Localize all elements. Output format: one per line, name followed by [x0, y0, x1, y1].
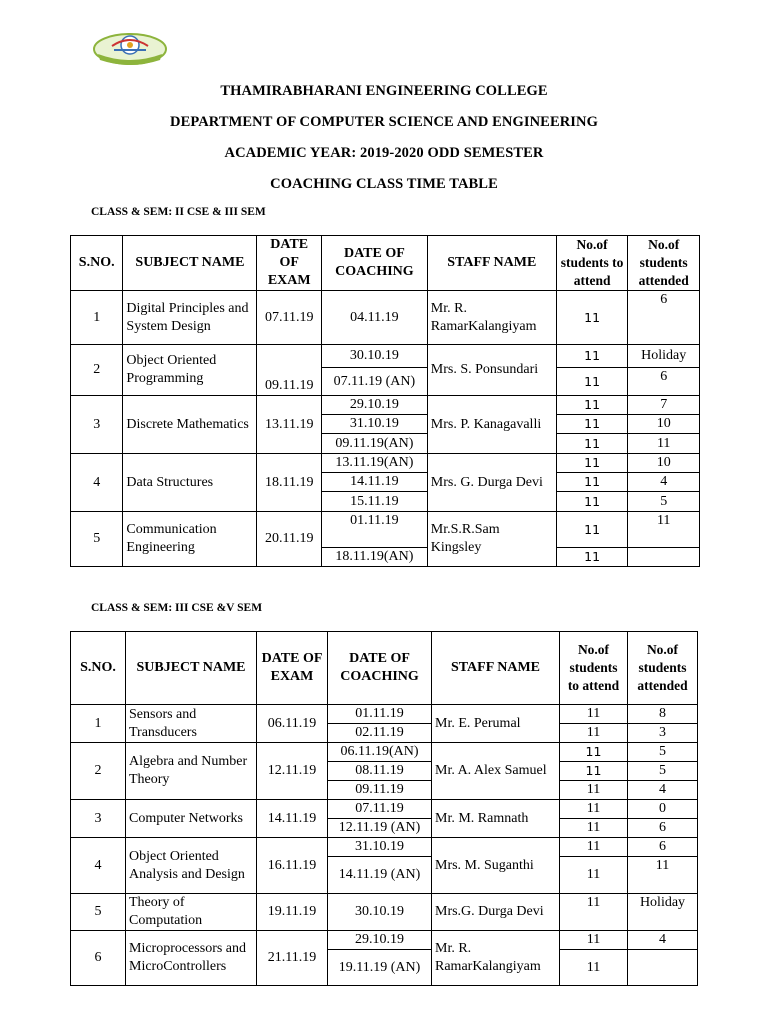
table-row [71, 705, 698, 724]
subject-cell: Digital Principles and System Design [123, 291, 257, 345]
subject-cell: Computer Networks [126, 800, 257, 838]
table-row [71, 743, 698, 762]
coaching-date-cell: 12.11.19 (AN) [328, 819, 432, 838]
sno-cell: 4 [71, 454, 123, 512]
to-attend-cell: 11 [556, 512, 628, 548]
table-row [71, 931, 698, 950]
to-attend-cell: 11 [560, 857, 628, 894]
table-header-row [71, 236, 700, 291]
header-exam: DATE OF EXAM [257, 236, 322, 291]
attended-cell [628, 548, 700, 567]
to-attend-cell: 11 [560, 743, 628, 762]
exam-date-cell: 06.11.19 [257, 705, 328, 743]
staff-cell: Mrs. S. Ponsundari [427, 345, 556, 396]
coaching-date-cell: 29.10.19 [321, 396, 427, 415]
staff-cell: Mr.S.R.Sam Kingsley [427, 512, 556, 567]
to-attend-cell: 11 [560, 781, 628, 800]
to-attend-cell: 11 [560, 705, 628, 724]
exam-date-cell: 14.11.19 [257, 800, 328, 838]
sno-cell: 1 [71, 705, 126, 743]
staff-cell: Mr. R. RamarKalangiyam [432, 931, 560, 986]
table-header-row [71, 632, 698, 705]
coaching-date-cell: 18.11.19(AN) [321, 548, 427, 567]
exam-date-cell: 16.11.19 [257, 838, 328, 894]
coaching-date-cell: 09.11.19(AN) [321, 434, 427, 454]
staff-cell: Mrs. G. Durga Devi [427, 454, 556, 512]
coaching-date-cell: 19.11.19 (AN) [328, 950, 432, 986]
sno-cell: 3 [71, 396, 123, 454]
attended-cell: 6 [628, 819, 698, 838]
academic-year: ACADEMIC YEAR: 2019-2020 ODD SEMESTER [224, 145, 544, 161]
to-attend-cell: 11 [556, 434, 628, 454]
table-row [71, 291, 700, 345]
coaching-date-cell: 14.11.19 [321, 473, 427, 492]
sno-cell: 5 [71, 894, 126, 931]
subject-cell: Object Oriented Analysis and Design [126, 838, 257, 894]
sno-cell: 2 [71, 345, 123, 396]
exam-date-cell: 20.11.19 [257, 512, 322, 567]
attended-cell [628, 950, 698, 986]
timetable-ii-cse [70, 235, 700, 567]
to-attend-cell: 11 [560, 950, 628, 986]
coaching-date-cell: 09.11.19 [328, 781, 432, 800]
exam-date-cell: 13.11.19 [257, 396, 322, 454]
subject-cell: Data Structures [123, 454, 257, 512]
staff-cell: Mr. M. Ramnath [432, 800, 560, 838]
coaching-date-cell: 31.10.19 [321, 415, 427, 434]
to-attend-cell: 11 [560, 838, 628, 857]
attended-cell: 8 [628, 705, 698, 724]
header-sno: S.NO. [71, 236, 123, 291]
coaching-date-cell: 30.10.19 [321, 345, 427, 368]
exam-date-cell: 21.11.19 [257, 931, 328, 986]
coaching-date-cell: 14.11.19 (AN) [328, 857, 432, 894]
header-staff: STAFF NAME [432, 632, 560, 705]
exam-date-cell: 18.11.19 [257, 454, 322, 512]
header-subject: SUBJECT NAME [126, 632, 257, 705]
table-row [71, 838, 698, 857]
sno-cell: 3 [71, 800, 126, 838]
attended-cell: 10 [628, 415, 700, 434]
header-to-attend: No.of students to attend [556, 236, 628, 291]
exam-date-cell: 12.11.19 [257, 743, 328, 800]
coaching-date-cell: 07.11.19 (AN) [321, 368, 427, 396]
document-title: COACHING CLASS TIME TABLE [270, 176, 498, 192]
to-attend-cell: 11 [556, 396, 628, 415]
attended-cell: Holiday [628, 894, 698, 931]
to-attend-cell: 11 [560, 762, 628, 781]
attended-cell: 6 [628, 838, 698, 857]
header-to-attend: No.of students to attend [560, 632, 628, 705]
coaching-date-cell: 30.10.19 [328, 894, 432, 931]
header-attended: No.of students attended [628, 236, 700, 291]
table-row [71, 396, 700, 415]
staff-cell: Mrs. P. Kanagavalli [427, 396, 556, 454]
subject-cell: Communication Engineering [123, 512, 257, 567]
college-logo [92, 30, 168, 68]
coaching-date-cell: 15.11.19 [321, 492, 427, 512]
subject-cell: Theory of Computation [126, 894, 257, 931]
to-attend-cell: 11 [560, 819, 628, 838]
attended-cell: Holiday [628, 345, 700, 368]
coaching-date-cell: 13.11.19(AN) [321, 454, 427, 473]
timetable-iii-cse [70, 631, 698, 986]
to-attend-cell: 11 [556, 548, 628, 567]
exam-date-cell: 07.11.19 [257, 291, 322, 345]
attended-cell: 0 [628, 800, 698, 819]
attended-cell: 6 [628, 291, 700, 345]
to-attend-cell: 11 [560, 724, 628, 743]
header-sno: S.NO. [71, 632, 126, 705]
subject-cell: Discrete Mathematics [123, 396, 257, 454]
coaching-date-cell: 04.11.19 [321, 291, 427, 345]
to-attend-cell: 11 [560, 800, 628, 819]
coaching-date-cell: 01.11.19 [328, 705, 432, 724]
department-name: DEPARTMENT OF COMPUTER SCIENCE AND ENGINEERING [170, 114, 598, 130]
subject-cell: Algebra and Number Theory [126, 743, 257, 800]
coaching-date-cell: 02.11.19 [328, 724, 432, 743]
header-coaching: DATE OF COACHING [321, 236, 427, 291]
sno-cell: 4 [71, 838, 126, 894]
attended-cell: 7 [628, 396, 700, 415]
staff-cell: Mrs. M. Suganthi [432, 838, 560, 894]
table-row [71, 512, 700, 548]
to-attend-cell: 11 [556, 368, 628, 396]
attended-cell: 5 [628, 492, 700, 512]
header-staff: STAFF NAME [427, 236, 556, 291]
coaching-date-cell: 07.11.19 [328, 800, 432, 819]
attended-cell: 10 [628, 454, 700, 473]
exam-date-cell: 09.11.19 [257, 345, 322, 396]
sno-cell: 6 [71, 931, 126, 986]
college-name: THAMIRABHARANI ENGINEERING COLLEGE [220, 83, 548, 99]
header-subject: SUBJECT NAME [123, 236, 257, 291]
coaching-date-cell: 06.11.19(AN) [328, 743, 432, 762]
attended-cell: 5 [628, 762, 698, 781]
to-attend-cell: 11 [560, 931, 628, 950]
sno-cell: 1 [71, 291, 123, 345]
attended-cell: 11 [628, 857, 698, 894]
header-attended: No.of students attended [628, 632, 698, 705]
attended-cell: 6 [628, 368, 700, 396]
attended-cell: 5 [628, 743, 698, 762]
staff-cell: Mr. R. RamarKalangiyam [427, 291, 556, 345]
sno-cell: 2 [71, 743, 126, 800]
attended-cell: 11 [628, 512, 700, 548]
coaching-date-cell: 01.11.19 [321, 512, 427, 548]
coaching-date-cell: 08.11.19 [328, 762, 432, 781]
class-sem-label-1: CLASS & SEM: II CSE & III SEM [91, 206, 266, 218]
attended-cell: 3 [628, 724, 698, 743]
to-attend-cell: 11 [556, 345, 628, 368]
coaching-date-cell: 31.10.19 [328, 838, 432, 857]
class-sem-label-2: CLASS & SEM: III CSE &V SEM [91, 602, 263, 614]
attended-cell: 11 [628, 434, 700, 454]
to-attend-cell: 11 [556, 492, 628, 512]
subject-cell: Object Oriented Programming [123, 345, 257, 396]
table-row [71, 345, 700, 368]
to-attend-cell: 11 [560, 894, 628, 931]
to-attend-cell: 11 [556, 291, 628, 345]
attended-cell: 4 [628, 931, 698, 950]
attended-cell: 4 [628, 473, 700, 492]
exam-date-cell: 19.11.19 [257, 894, 328, 931]
staff-cell: Mr. E. Perumal [432, 705, 560, 743]
staff-cell: Mrs.G. Durga Devi [432, 894, 560, 931]
coaching-date-cell: 29.10.19 [328, 931, 432, 950]
to-attend-cell: 11 [556, 454, 628, 473]
sno-cell: 5 [71, 512, 123, 567]
header-exam: DATE OF EXAM [257, 632, 328, 705]
subject-cell: Sensors and Transducers [126, 705, 257, 743]
table-row [71, 454, 700, 473]
table-row [71, 800, 698, 819]
attended-cell: 4 [628, 781, 698, 800]
to-attend-cell: 11 [556, 415, 628, 434]
staff-cell: Mr. A. Alex Samuel [432, 743, 560, 800]
header-coaching: DATE OF COACHING [328, 632, 432, 705]
to-attend-cell: 11 [556, 473, 628, 492]
subject-cell: Microprocessors and MicroControllers [126, 931, 257, 986]
table-row [71, 894, 698, 931]
